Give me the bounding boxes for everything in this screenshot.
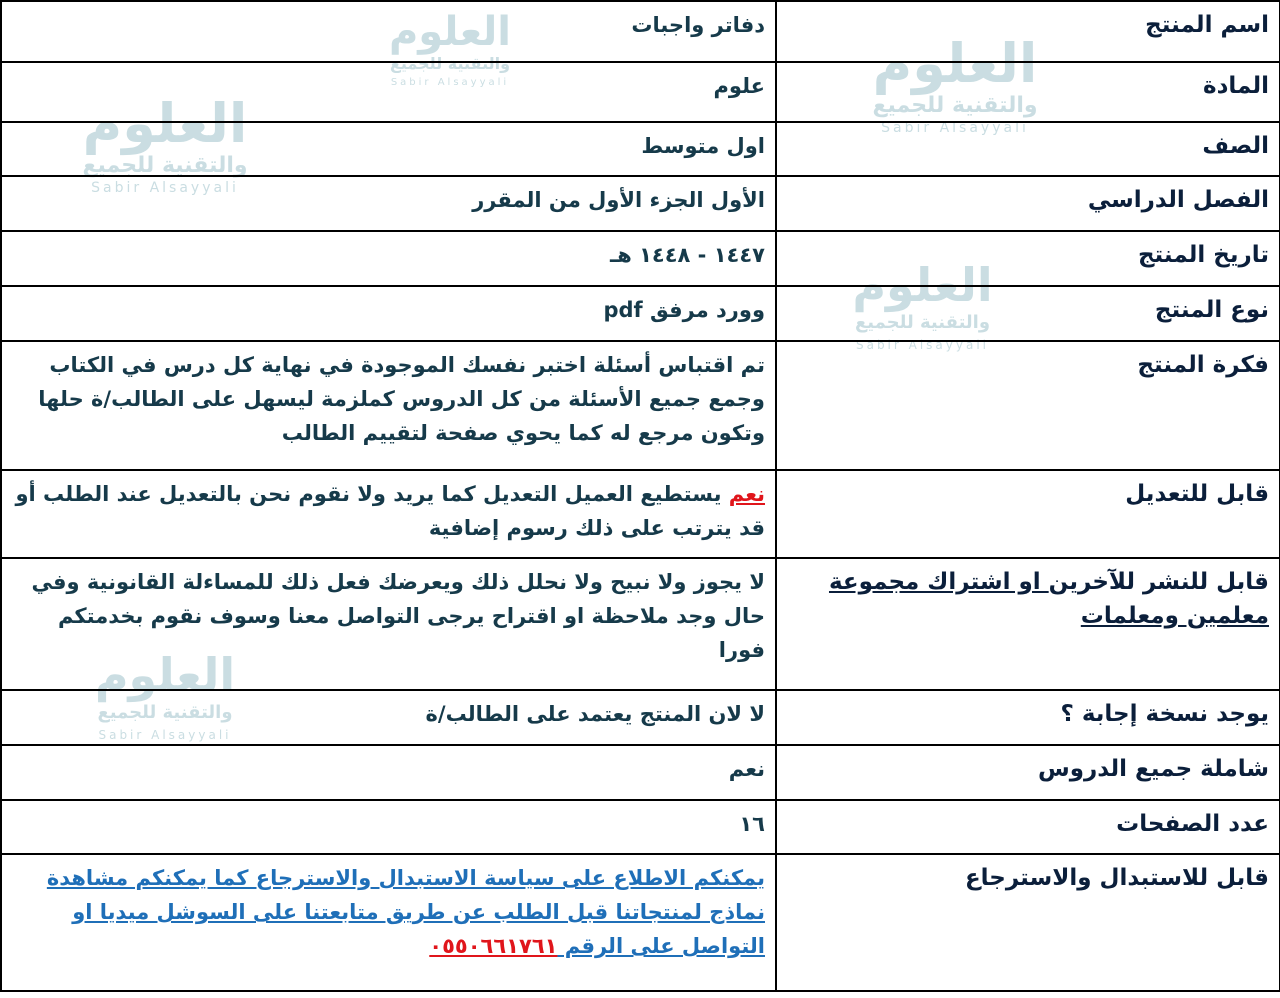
row-value: نعم	[1, 745, 776, 800]
yes-highlight: نعم	[728, 482, 765, 506]
row-label: يوجد نسخة إجابة ؟	[776, 690, 1280, 745]
table-row	[1, 854, 1280, 991]
table-row	[1, 800, 1280, 854]
table-row	[1, 62, 1280, 122]
table-row	[1, 745, 1280, 800]
table-row	[1, 690, 1280, 745]
watermark-logo: العلوم والتقنية للجميع Sabir Alsayyali	[82, 92, 248, 196]
policy-text: يمكنكم الاطلاع على سياسة الاستبدال والاسترجاع كما يمكنكم مشاهدة نماذج لمنتجاتنا قبل الطلب عن طريق متابعتنا على السوشل ميديا او التواصل على الرقم	[46, 866, 765, 958]
row-label: الصف	[776, 122, 1280, 176]
watermark-logo: العلوم والتقنية للجميع Sabir Alsayyali	[872, 32, 1038, 136]
row-label: المادة	[776, 62, 1280, 122]
row-label: نوع المنتج	[776, 286, 1280, 341]
row-value: الأول الجزء الأول من المقرر	[1, 176, 776, 231]
teachers-group-link: او اشتراك مجموعة معلمين ومعلمات	[828, 569, 1269, 629]
row-value	[1, 854, 776, 991]
watermark-logo: العلوم والتقنية للجميع Sabir Alsayyali	[94, 648, 236, 742]
row-label: تاريخ المنتج	[776, 231, 1280, 286]
row-label: قابل للتعديل	[776, 470, 1280, 558]
row-label: عدد الصفحات	[776, 800, 1280, 854]
row-value: ١٦	[1, 800, 776, 854]
watermark-logo: العلوم والتقنية للجميع Sabir Alsayyali	[852, 258, 993, 352]
row-value: لا لان المنتج يعتمد على الطالب/ة	[1, 690, 776, 745]
row-value: دفاتر واجبات	[1, 1, 776, 62]
table-row	[1, 122, 1280, 176]
row-value: علوم	[1, 62, 776, 122]
watermark-logo: العلوم والتقنية للجميع Sabir Alsayyali	[388, 9, 512, 88]
row-label: قابل للاستبدال والاسترجاع	[776, 854, 1280, 991]
row-value: لا يجوز ولا نبيح ولا نحلل ذلك ويعرضك فعل ذلك للمساءلة القانونية وفي حال وجد ملاحظة او اقتراح يرجى التواصل معنا وسوف نقوم بخدمتكم فورا	[1, 558, 776, 690]
table-row	[1, 341, 1280, 470]
phone-number: ٠٥٥٠٦٦١٧٦١	[429, 934, 558, 958]
row-label: قابل للنشر للآخرين او اشتراك مجموعة معلمين ومعلمات	[776, 558, 1280, 690]
table-row	[1, 558, 1280, 690]
table-row	[1, 1, 1280, 62]
table-row	[1, 286, 1280, 341]
table-row	[1, 470, 1280, 558]
table-row	[1, 176, 1280, 231]
row-label: الفصل الدراسي	[776, 176, 1280, 231]
row-value: اول متوسط	[1, 122, 776, 176]
row-value: نعم يستطيع العميل التعديل كما يريد ولا نقوم نحن بالتعديل عند الطلب أو قد يترتب على ذلك رسوم إضافية	[1, 470, 776, 558]
row-value: ١٤٤٧ - ١٤٤٨ هـ	[1, 231, 776, 286]
table-row	[1, 231, 1280, 286]
row-label: اسم المنتج	[776, 1, 1280, 62]
row-value: وورد مرفق pdf	[1, 286, 776, 341]
row-label: فكرة المنتج	[776, 341, 1280, 470]
row-label: شاملة جميع الدروس	[776, 745, 1280, 800]
row-value: تم اقتباس أسئلة اختبر نفسك الموجودة في نهاية كل درس في الكتاب وجمع جميع الأسئلة من كل الدروس كملزمة ليسهل على الطالب/ة حلها وتكون مرجع له كما يحوي صفحة لتقييم الطالب	[1, 341, 776, 470]
